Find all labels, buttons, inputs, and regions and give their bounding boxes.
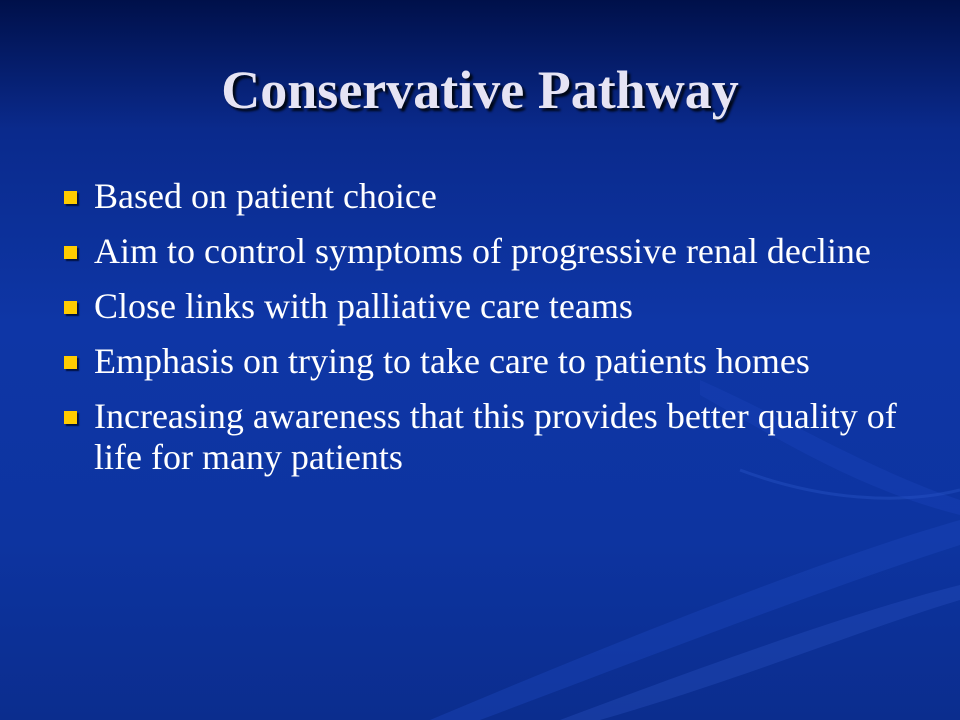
bullet-text: Aim to control symptoms of progressive renal decline [94,231,871,271]
square-bullet-icon [64,411,77,424]
bullet-item [62,396,902,478]
bullet-item [62,286,902,327]
bullet-text: Close links with palliative care teams [94,286,633,326]
bullet-list [62,176,902,492]
bullet-text: Increasing awareness that this provides better quality of life for many patients [94,396,897,477]
bullet-text: Emphasis on trying to take care to patients homes [94,341,810,381]
bullet-item [62,341,902,382]
bullet-item [62,231,902,272]
square-bullet-icon [64,301,77,314]
square-bullet-icon [64,246,77,259]
bullet-item [62,176,902,217]
slide-title: Conservative Pathway [221,60,739,120]
bullet-text: Based on patient choice [94,176,437,216]
square-bullet-icon [64,356,77,369]
square-bullet-icon [64,191,77,204]
